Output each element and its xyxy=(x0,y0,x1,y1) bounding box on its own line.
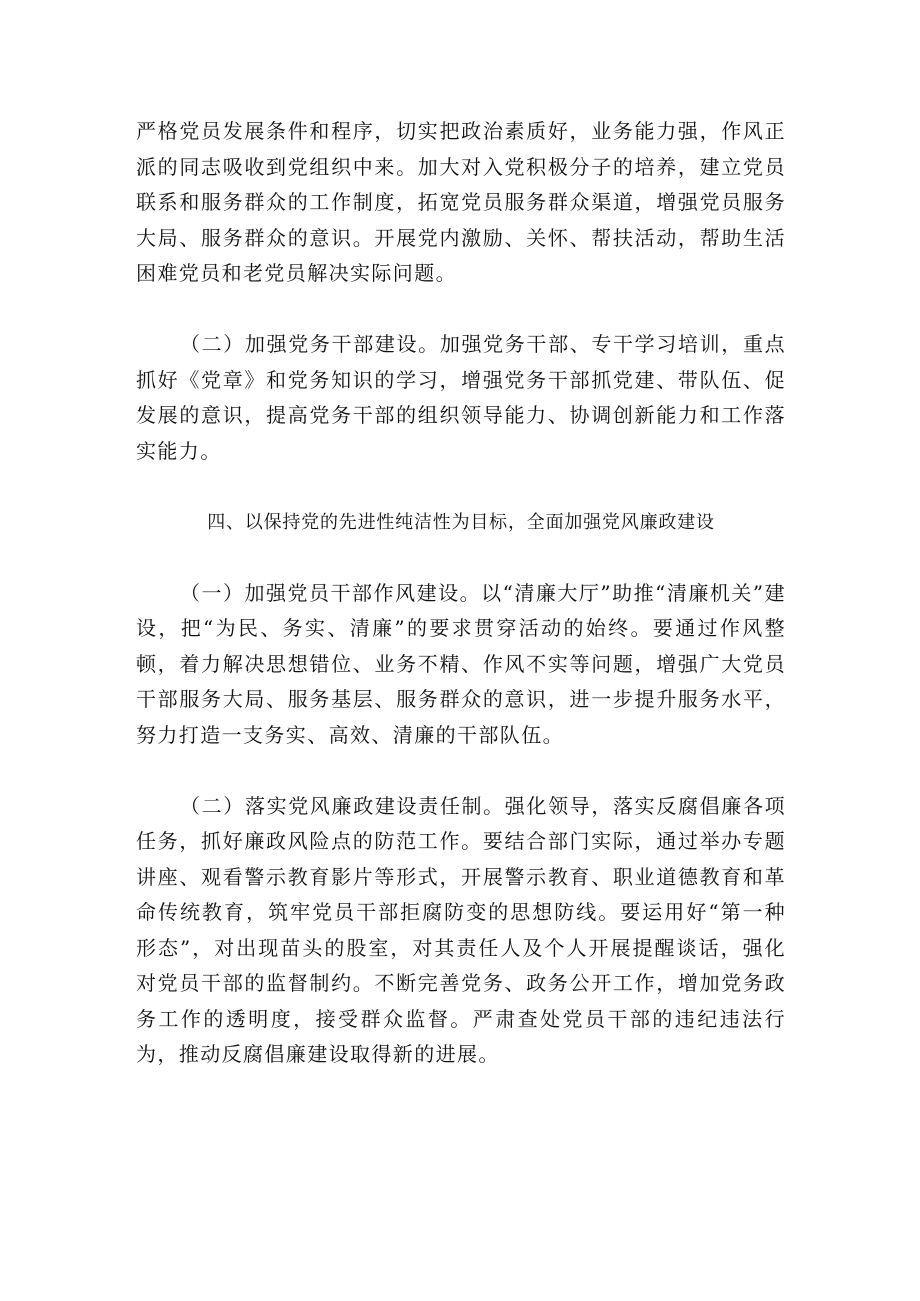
paragraph-spacer xyxy=(136,540,786,576)
section-heading-four: 四、以保持党的先进性纯洁性为目标，全面加强党风廉政建设 xyxy=(207,511,715,533)
paragraph-cadre-work-style: （一）加强党员干部作风建设。以“清廉大厅”助推“清廉机关”建设，把“为民、务实、清廉”的要求贯穿活动的始终。要通过作风整顿，着力解决思想错位、业务不精、作风不实等问题，增强广大党员干部服务大局、服务基层、服务群众的意识，进一步提升服务水平，努力打造一支务实、高效、清廉的干部队伍。 xyxy=(136,580,786,747)
paragraph-spacer xyxy=(136,753,786,789)
paragraph-party-member-development: 严格党员发展条件和程序，切实把政治素质好，业务能力强，作风正派的同志吸收到党组织中来。加大对入党积极分子的培养，建立党员联系和服务群众的工作制度，拓宽党员服务群众渠道，增强党员服务大局、服务群众的意识。开展党内激励、关怀、帮扶活动，帮助生活困难党员和老党员解决实际问题。 xyxy=(136,119,786,285)
paragraph-party-cadre-building: （二）加强党务干部建设。加强党务干部、专干学习培训，重点抓好《党章》和党务知识的学习，增强党务干部抓党建、带队伍、促发展的意识，提高党务干部的组织领导能力、协调创新能力和工作落实能力。 xyxy=(136,332,786,463)
paragraph-integrity-responsibility: （二）落实党风廉政建设责任制。强化领导，落实反腐倡廉各项任务，抓好廉政风险点的防范工作。要结合部门实际，通过举办专题讲座、观看警示教育影片等形式，开展警示教育、职业道德教育和革命传统教育，筑牢党员干部拒腐防变的思想防线。要运用好“第一种形态”，对出现苗头的股室，对其责任人及个人开展提醒谈话，强化对党员干部的监督制约。不断完善党务、政务公开工作，增加党务政务工作的透明度，接受群众监督。严肃查处党员干部的违纪违法行为，推动反腐倡廉建设取得新的进展。 xyxy=(136,793,786,1066)
document-body xyxy=(136,114,786,1073)
paragraph-spacer xyxy=(136,292,786,328)
paragraph-spacer xyxy=(136,469,786,505)
